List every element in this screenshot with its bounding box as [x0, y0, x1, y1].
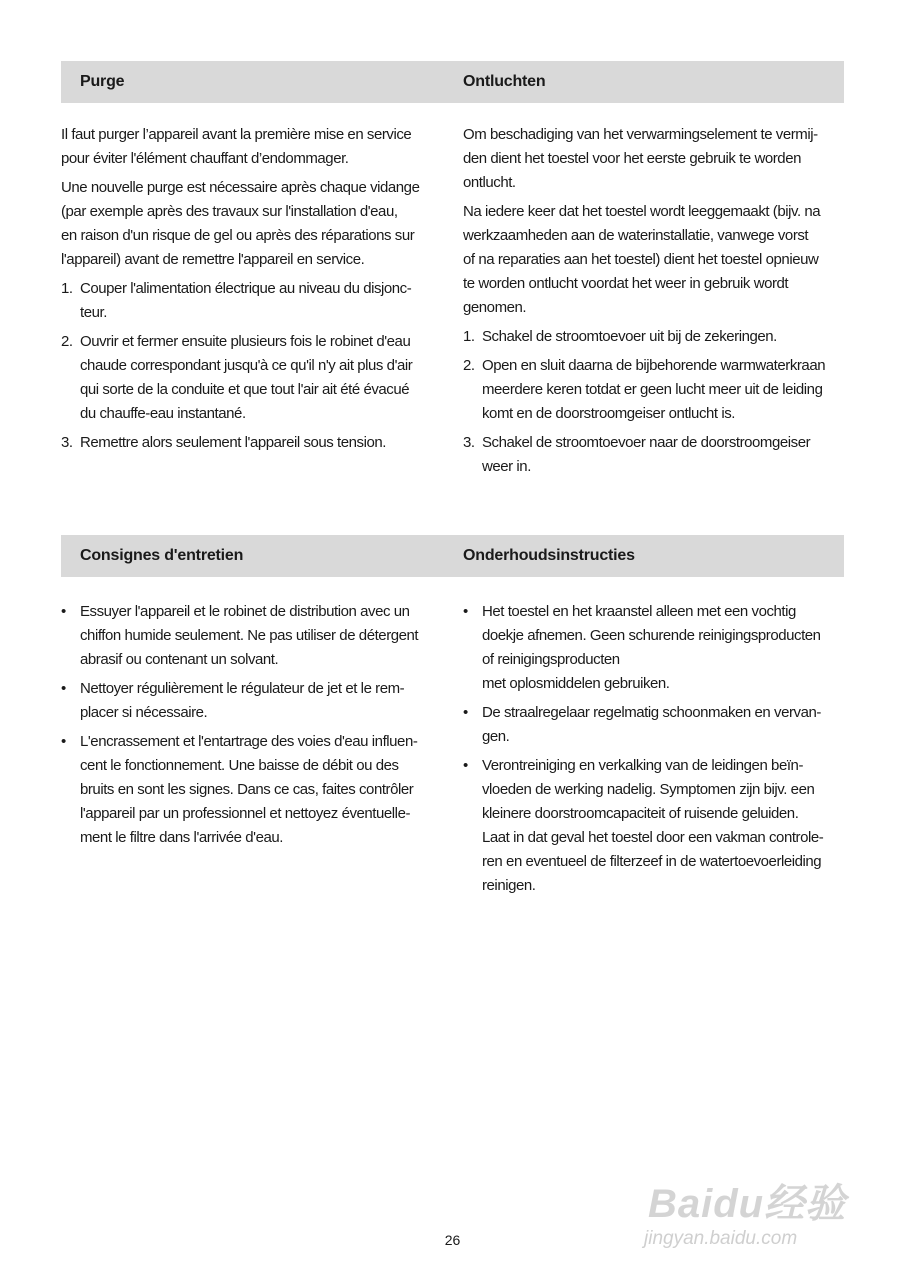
text-line: komt en de doorstroomgeiser ontlucht is. [482, 405, 735, 422]
text-line: den dient het toestel voor het eerste gebruik te worden [463, 150, 801, 167]
text-line: (par exemple après des travaux sur l'installation d'eau, [61, 203, 398, 220]
text-line: of na reparaties aan het toestel) dient het toestel opnieuw [463, 251, 819, 268]
text-line: l'appareil) avant de remettre l'appareil en service. [61, 251, 365, 268]
spacer [61, 455, 451, 460]
bullet-icon: • [61, 603, 66, 620]
text-line: qui sorte de la conduite et que tout l'air ait été évacué [80, 381, 410, 398]
text-line: Couper l'alimentation électrique au niveau du disjonc- [80, 280, 412, 297]
text-line: Il faut purger l’appareil avant la première mise en service [61, 126, 412, 143]
list-number: 1. [61, 280, 73, 297]
text-line: chaude correspondant jusqu'à ce qu'il n'y ait plus d'air [80, 357, 413, 374]
text-line: doekje afnemen. Geen schurende reinigingsproducten [482, 627, 821, 644]
spacer [463, 479, 853, 484]
list-item [61, 730, 451, 850]
text-line: reinigen. [482, 877, 536, 894]
bullet-icon: • [463, 603, 468, 620]
paragraph [463, 123, 853, 195]
bullet-icon: • [61, 733, 66, 750]
text-line: teur. [80, 304, 107, 321]
list-item [61, 677, 451, 725]
heading-nl: Ontluchten [463, 73, 546, 90]
list-item [463, 354, 853, 426]
text-line: Nettoyer régulièrement le régulateur de jet et le rem- [80, 680, 405, 697]
maintenance-text-fr [61, 600, 451, 855]
heading-fr: Purge [80, 73, 125, 90]
purge-text-nl [463, 123, 853, 484]
purge-text-fr [61, 123, 451, 460]
heading-fr: Consignes d'entretien [80, 547, 244, 564]
text-line: genomen. [463, 299, 527, 316]
list-item [61, 600, 451, 672]
paragraph [61, 123, 451, 171]
baidu-watermark [640, 1140, 860, 1280]
paragraph [61, 176, 451, 272]
list-number: 2. [463, 357, 475, 374]
text-line: Open en sluit daarna de bijbehorende warmwaterkraan [482, 357, 826, 374]
spacer [61, 850, 451, 855]
list-number: 3. [61, 434, 73, 451]
list-item [463, 325, 853, 349]
bullet-icon: • [463, 757, 468, 774]
text-line: De straalregelaar regelmatig schoonmaken en vervan- [482, 704, 821, 721]
text-line: placer si nécessaire. [80, 704, 208, 721]
text-line: Om beschadiging van het verwarmingselement te vermij- [463, 126, 818, 143]
text-line: en raison d'un risque de gel ou après des réparations sur [61, 227, 415, 244]
text-line: ontlucht. [463, 174, 516, 191]
list-item [463, 701, 853, 749]
text-line: of reinigingsproducten [482, 651, 620, 668]
text-line: Het toestel en het kraanstel alleen met een vochtig [482, 603, 796, 620]
text-line: Ouvrir et fermer ensuite plusieurs fois le robinet d'eau [80, 333, 411, 350]
text-line: ment le filtre dans l'arrivée d'eau. [80, 829, 283, 846]
text-line: chiffon humide seulement. Ne pas utiliser de détergent [80, 627, 419, 644]
list-number: 3. [463, 434, 475, 451]
text-line: Une nouvelle purge est nécessaire après chaque vidange [61, 179, 420, 196]
spacer [463, 898, 853, 903]
paragraph [463, 200, 853, 320]
text-line: bruits en sont les signes. Dans ce cas, faites contrôler [80, 781, 414, 798]
text-line: weer in. [482, 458, 531, 475]
section-header-bar-purge [61, 61, 844, 103]
heading-nl: Onderhoudsinstructies [463, 547, 635, 564]
text-line: abrasif ou contenant un solvant. [80, 651, 279, 668]
section-header-bar-maintenance [61, 535, 844, 577]
text-line: werkzaamheden aan de waterinstallatie, vanwege vorst [463, 227, 809, 244]
maintenance-text-nl [463, 600, 853, 903]
list-item [463, 431, 853, 479]
watermark-logo: Baidu经验 [648, 1182, 847, 1226]
page-number: 26 [444, 1232, 461, 1248]
text-line: meerdere keren totdat er geen lucht meer uit de leiding [482, 381, 823, 398]
text-line: met oplosmiddelen gebruiken. [482, 675, 670, 692]
text-line: vloeden de werking nadelig. Symptomen zijn bijv. een [482, 781, 815, 798]
text-line: l'appareil par un professionnel et nettoyez éventuelle- [80, 805, 411, 822]
list-number: 2. [61, 333, 73, 350]
text-line: kleinere doorstroomcapaciteit of ruisende geluiden. [482, 805, 799, 822]
text-line: Schakel de stroomtoevoer naar de doorstroomgeiser [482, 434, 811, 451]
list-item [61, 431, 451, 455]
text-line: du chauffe-eau instantané. [80, 405, 246, 422]
list-item [463, 754, 853, 898]
text-line: L'encrassement et l'entartrage des voies d'eau influen- [80, 733, 418, 750]
text-line: te worden ontlucht voordat het weer in gebruik wordt [463, 275, 789, 292]
bullet-icon: • [61, 680, 66, 697]
bullet-icon: • [463, 704, 468, 721]
text-line: pour éviter l'élément chauffant d’endommager. [61, 150, 349, 167]
text-line: Laat in dat geval het toestel door een vakman controle- [482, 829, 824, 846]
text-line: ren en eventueel de filterzeef in de watertoevoerleiding [482, 853, 822, 870]
list-item [61, 277, 451, 325]
text-line: Schakel de stroomtoevoer uit bij de zekeringen. [482, 328, 777, 345]
watermark-url: jingyan.baidu.com [644, 1228, 798, 1249]
text-line: cent le fonctionnement. Une baisse de débit ou des [80, 757, 399, 774]
text-line: Essuyer l'appareil et le robinet de distribution avec un [80, 603, 410, 620]
list-number: 1. [463, 328, 475, 345]
text-line: gen. [482, 728, 510, 745]
text-line: Remettre alors seulement l'appareil sous tension. [80, 434, 386, 451]
text-line: Verontreiniging en verkalking van de leidingen beïn- [482, 757, 803, 774]
text-line: Na iedere keer dat het toestel wordt leeggemaakt (bijv. na [463, 203, 821, 220]
list-item [61, 330, 451, 426]
list-item [463, 600, 853, 696]
